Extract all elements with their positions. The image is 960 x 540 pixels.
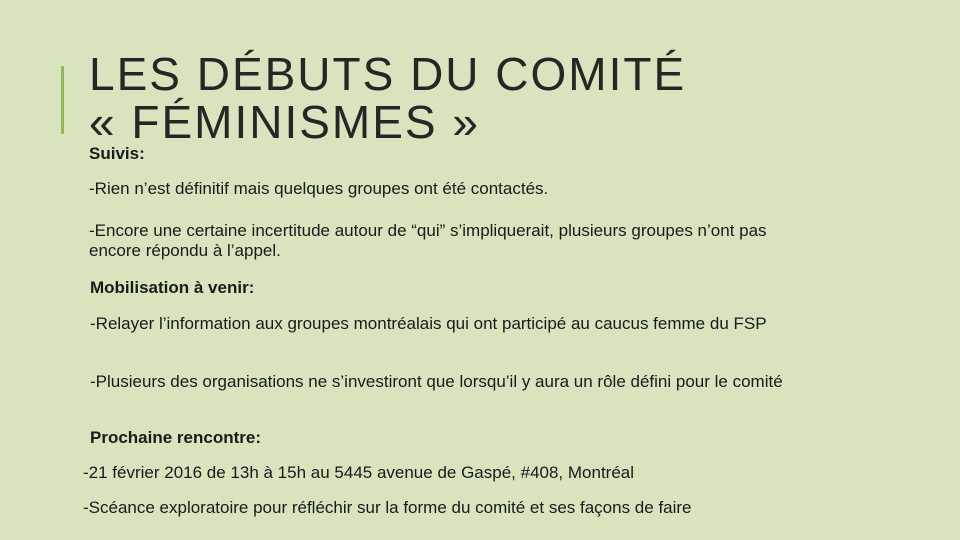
suivis-item-2: -Encore une certaine incertitude autour de “qui” s’impliquerait, plusieurs groupes n’ont pas encore répondu à l’appel. [89,221,767,260]
slide-title [89,50,686,146]
title-line-2: « FÉMINISMES » [89,96,480,148]
mobilisation-item-1: -Relayer l’information aux groupes montréalais qui ont participé au caucus femme du FSP [90,314,767,333]
title-line-1: LES DÉBUTS DU COMITÉ [89,48,687,100]
suivis-item-1: -Rien n’est définitif mais quelques groupes ont été contactés. [89,179,549,198]
mobilisation-heading: Mobilisation à venir: [90,278,255,297]
rencontre-heading: Prochaine rencontre: [90,428,261,447]
mobilisation-item-2: -Plusieurs des organisations ne s’investiront que lorsqu’il y aura un rôle défini pour le comité [90,372,783,391]
rencontre-item-2: -Scéance exploratoire pour réfléchir sur la forme du comité et ses façons de faire [83,498,692,517]
title-accent-bar [61,66,64,134]
suivis-heading: Suivis: [89,144,145,163]
rencontre-item-1: -21 février 2016 de 13h à 15h au 5445 avenue de Gaspé, #408, Montréal [83,463,635,482]
